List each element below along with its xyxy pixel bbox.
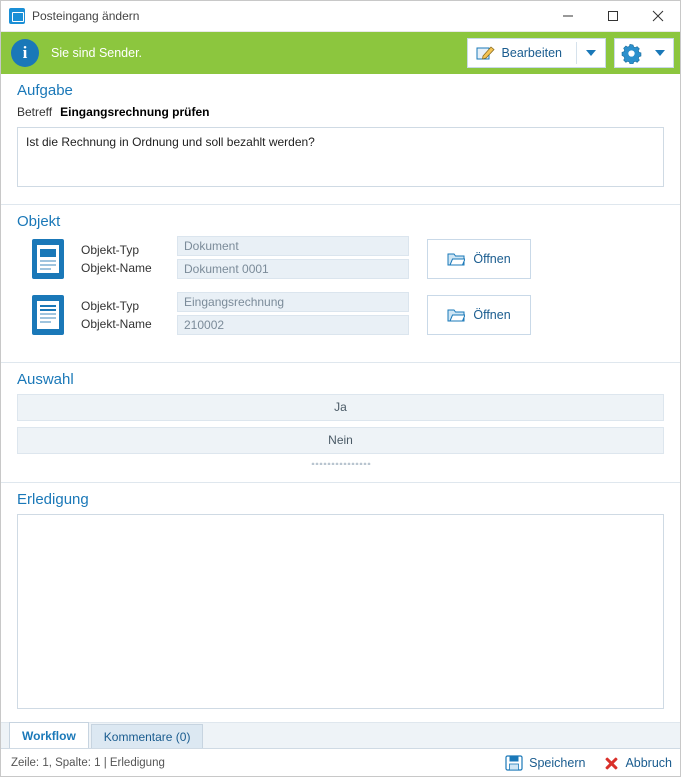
invoice-icon <box>29 293 67 337</box>
info-icon: i <box>11 39 39 67</box>
choice-heading: Auswahl <box>17 371 74 388</box>
object-name-label: Objekt-Name <box>81 317 152 331</box>
tab-bar <box>1 722 680 748</box>
cancel-label: Abbruch <box>625 755 672 770</box>
status-text: Zeile: 1, Spalte: 1 | Erledigung <box>11 756 165 769</box>
open-object-label: Öffnen <box>473 252 511 266</box>
edit-button-main[interactable] <box>468 39 576 67</box>
object-type-value <box>177 236 409 256</box>
chevron-down-icon[interactable] <box>577 39 605 67</box>
object-fields <box>177 292 409 338</box>
open-object-button[interactable] <box>427 239 531 279</box>
save-button[interactable] <box>505 755 585 771</box>
section-completion <box>1 483 680 722</box>
dialog-content <box>1 74 680 722</box>
mail-app-icon <box>9 8 25 24</box>
object-name-value <box>177 315 409 335</box>
window-title: Posteingang ändern <box>32 9 140 23</box>
task-description-input[interactable] <box>17 127 664 187</box>
section-choice <box>1 363 680 483</box>
object-name-value <box>177 259 409 279</box>
object-labels <box>81 297 177 333</box>
object-type-value <box>177 292 409 312</box>
settings-chevron-down-icon[interactable] <box>647 39 673 67</box>
edit-button-label: Bearbeiten <box>501 46 562 60</box>
window-controls <box>545 1 680 32</box>
object-row <box>17 292 664 338</box>
object-heading: Objekt <box>17 213 61 230</box>
task-heading: Aufgabe <box>17 82 73 99</box>
completion-input[interactable] <box>17 514 664 709</box>
open-folder-icon <box>447 307 465 323</box>
close-x-icon <box>603 755 619 771</box>
choice-option-ja[interactable]: Ja <box>17 394 664 421</box>
object-row <box>17 236 664 282</box>
open-object-button[interactable] <box>427 295 531 335</box>
close-icon[interactable] <box>635 1 680 32</box>
tab-kommentare[interactable]: Kommentare (0) <box>91 724 204 748</box>
choice-option-nein[interactable]: Nein <box>17 427 664 454</box>
cancel-button[interactable] <box>603 755 672 771</box>
section-object <box>1 205 680 363</box>
open-folder-icon <box>447 251 465 267</box>
splitter-handle[interactable] <box>17 458 664 468</box>
subject-value: Eingangsrechnung prüfen <box>60 105 210 119</box>
minimize-icon[interactable] <box>545 1 590 32</box>
edit-button[interactable] <box>467 38 606 68</box>
gear-icon[interactable] <box>615 39 647 67</box>
object-type-label: Objekt-Typ <box>81 243 140 257</box>
object-name-label: Objekt-Name <box>81 261 152 275</box>
save-disk-icon <box>505 755 523 771</box>
object-labels <box>81 241 177 277</box>
open-object-label: Öffnen <box>473 308 511 322</box>
section-task <box>1 74 680 205</box>
tab-workflow[interactable]: Workflow <box>9 722 89 748</box>
save-label: Speichern <box>529 755 586 770</box>
completion-heading: Erledigung <box>17 491 89 508</box>
object-fields <box>177 236 409 282</box>
maximize-icon[interactable] <box>590 1 635 32</box>
settings-button[interactable] <box>614 38 674 68</box>
document-icon <box>29 237 67 281</box>
object-type-label: Objekt-Typ <box>81 299 140 313</box>
edit-pen-icon <box>476 44 495 62</box>
status-bar <box>1 748 680 776</box>
subject-label: Betreff <box>17 105 53 119</box>
title-bar <box>1 1 680 32</box>
subject-row <box>17 105 664 119</box>
info-message: Sie sind Sender. <box>51 46 143 60</box>
info-bar <box>1 32 680 74</box>
